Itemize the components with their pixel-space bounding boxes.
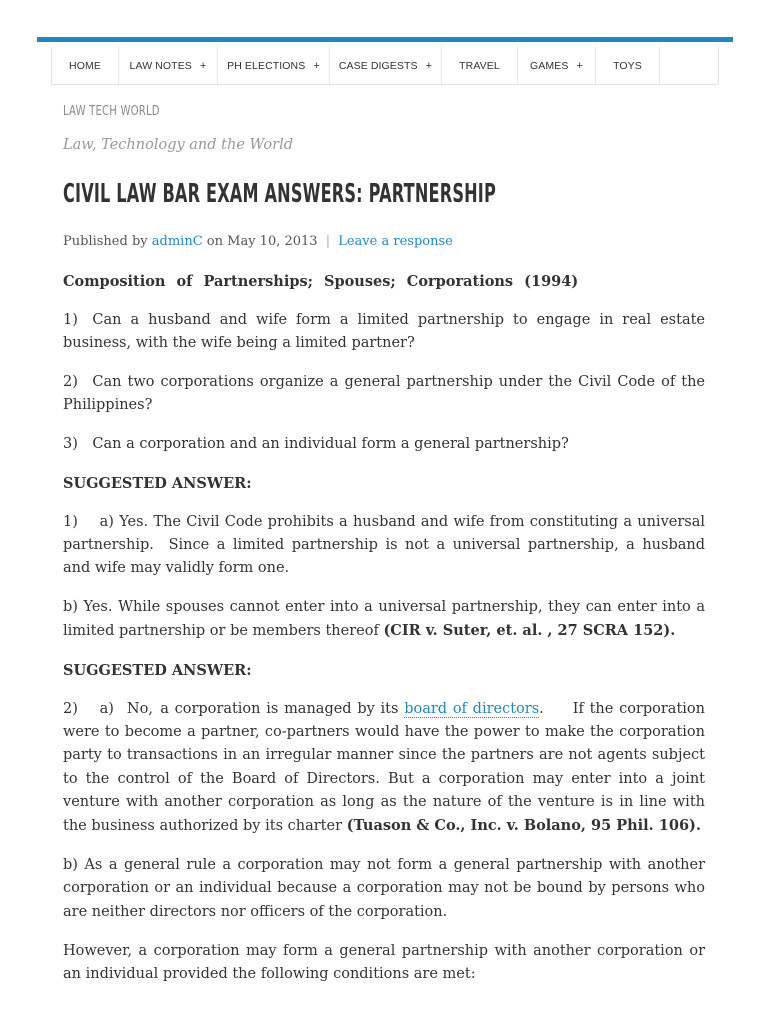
nav-item-law-notes[interactable]: [119, 47, 218, 85]
site-title[interactable]: LAW TECH WORLD: [63, 104, 160, 119]
nav-item-case-digests[interactable]: [330, 47, 442, 85]
top-accent-bar: [37, 37, 733, 42]
answer-2a-text: 2) a) No, a corporation is managed by its: [63, 700, 405, 717]
answer-2a-citation: (Tuason & Co., Inc. v. Bolano, 95 Phil. 106).: [346, 817, 701, 835]
author-link[interactable]: adminC: [151, 234, 203, 249]
nav-item-toys[interactable]: [596, 47, 660, 85]
nav-item-home[interactable]: [52, 47, 119, 85]
site-tagline: Law, Technology and the World: [63, 137, 294, 153]
nav-item-label: GAMES: [530, 60, 569, 72]
answer-1b-text: b) Yes. While spouses cannot enter into a universal partnership, they can enter into a limited partnership or be members thereof: [63, 598, 705, 640]
question-3: 3) Can a corporation and an individual form a general partnership?: [63, 435, 569, 452]
main-navigation: [51, 47, 719, 85]
post-meta: [63, 234, 453, 249]
nav-item-label: PH ELECTIONS: [227, 60, 306, 72]
expand-plus-icon[interactable]: +: [425, 60, 433, 72]
nav-item-travel[interactable]: [442, 47, 518, 85]
nav-item-label: TOYS: [613, 60, 642, 72]
nav-item-label: HOME: [69, 60, 101, 72]
section-heading: Composition of Partnerships; Spouses; Corporations (1994): [63, 273, 579, 290]
suggested-answer-label: SUGGESTED ANSWER:: [63, 662, 252, 680]
nav-item-label: TRAVEL: [459, 60, 500, 72]
published-by-label: Published by: [63, 234, 148, 249]
answer-2a: [63, 698, 705, 839]
expand-plus-icon[interactable]: +: [199, 60, 207, 72]
answer-2c: However, a corporation may form a general partnership with another corporation or an individual provided the following conditions are met:: [63, 942, 705, 982]
nav-item-games[interactable]: [518, 47, 596, 85]
answer-2b: b) As a general rule a corporation may not form a general partnership with another corporation or an individual because a corporation may not be bound by persons who are neither directors nor officers of the corporation.: [63, 857, 705, 920]
nav-item-label: CASE DIGESTS: [338, 60, 418, 72]
nav-item-ph-elections[interactable]: [218, 47, 330, 85]
answer-1b-citation: (CIR v. Suter, et. al. , 27 SCRA 152).: [383, 622, 676, 640]
answer-1b: [63, 596, 705, 644]
post-content: [63, 270, 705, 1002]
post-date: on May 10, 2013: [206, 234, 318, 249]
expand-plus-icon[interactable]: +: [313, 60, 320, 72]
expand-plus-icon[interactable]: +: [576, 60, 583, 72]
meta-separator: |: [325, 234, 331, 249]
nav-item-label: LAW NOTES: [129, 60, 192, 72]
suggested-answer-label: SUGGESTED ANSWER:: [63, 474, 252, 492]
post-title: CIVIL LAW BAR EXAM ANSWERS: PARTNERSHIP: [63, 179, 496, 209]
question-1: 1) Can a husband and wife form a limited partnership to engage in real estate business, with the wife being a limited partner?: [63, 311, 705, 352]
answer-2a-text-continued: . If the corporation were to become a partner, co-partners would have the power to make the corporation party to transactions in an irregular manner since the partners are not agents subject to the control of the Board of Directors. But a corporation may enter into a joint venture with another corporation as long as the nature of the venture is in line with the business authorized by its charter: [63, 700, 705, 835]
question-2: 2) Can two corporations organize a general partnership under the Civil Code of the Philippines?: [63, 373, 705, 414]
answer-1a: 1) a) Yes. The Civil Code prohibits a husband and wife from constituting a universal partnership. Since a limited partnership is not a universal partnership, a husband and wife may validly form one.: [63, 513, 705, 577]
leave-response-link[interactable]: Leave a response: [338, 234, 453, 249]
board-of-directors-link[interactable]: board of directors: [404, 700, 540, 717]
